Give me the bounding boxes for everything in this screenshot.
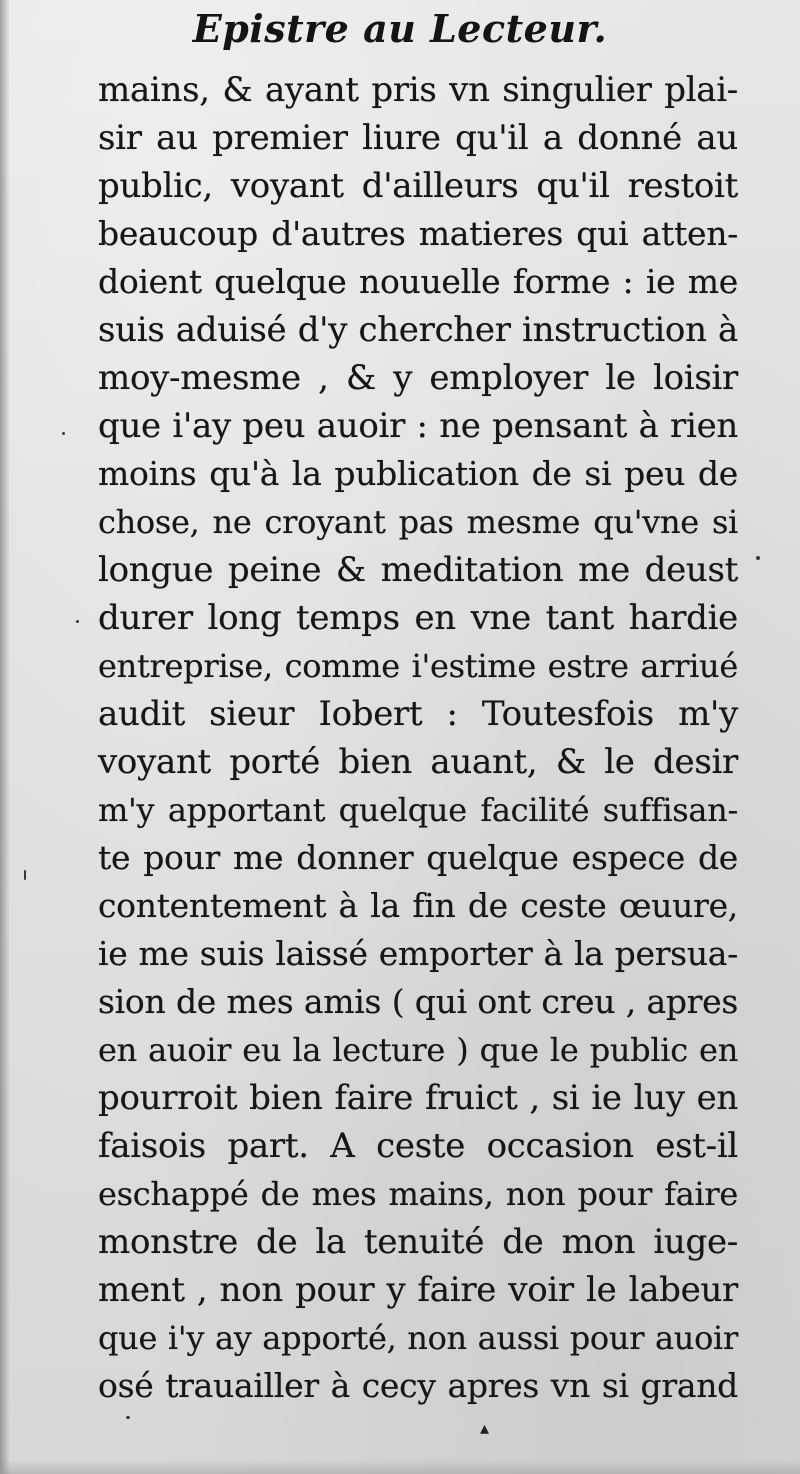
text-line: audit sieur Iobert : Toutesfois m'y <box>98 694 738 734</box>
text-line: sion de mes amis ( qui ont creu , apres <box>98 982 738 1021</box>
signature-mark: ▴ <box>480 1418 490 1439</box>
text-line: pourroit bien faire fruict , si ie luy en <box>98 1078 738 1118</box>
text-line: te pour me donner quelque espece de <box>98 838 738 877</box>
body-text <box>98 66 738 1410</box>
text-line: que i'y ay apporté, non aussi pour auoir <box>98 1319 738 1357</box>
ink-speck <box>756 556 760 560</box>
ink-speck <box>24 870 26 880</box>
text-line: longue peine & meditation me deust <box>98 550 738 590</box>
ink-speck <box>76 620 79 623</box>
text-line: eschappé de mes mains, non pour faire <box>98 1175 738 1213</box>
text-line: durer long temps en vne tant hardie <box>98 598 738 638</box>
text-line: mains, & ayant pris vn singulier plai- <box>98 70 738 110</box>
text-line: suis aduisé d'y chercher instruction à <box>98 310 738 350</box>
text-line: m'y apportant quelque facilité suffisan- <box>98 791 738 829</box>
text-line: moy-mesme , & y employer le loisir <box>98 358 738 398</box>
text-line: ie me suis laissé emporter à la persua- <box>98 934 738 973</box>
text-line: faisois part. A ceste occasion est-il <box>98 1126 738 1166</box>
running-head: Epistre au Lecteur. <box>192 6 608 51</box>
text-line: public, voyant d'ailleurs qu'il restoit <box>98 166 738 206</box>
text-line: monstre de la tenuité de mon iuge- <box>98 1222 738 1262</box>
ink-speck <box>62 432 65 435</box>
page-bottom-edge <box>0 1460 800 1474</box>
text-line: beaucoup d'autres matieres qui atten- <box>98 214 738 253</box>
text-line: chose, ne croyant pas mesme qu'vne si <box>98 503 738 541</box>
text-line: voyant porté bien auant, & le desir <box>98 742 738 782</box>
text-line: moins qu'à la publication de si peu de <box>98 454 738 493</box>
text-line: sir au premier liure qu'il a donné au <box>98 118 738 158</box>
text-line: entreprise, comme i'estime estre arriué <box>98 647 738 685</box>
text-line: que i'ay peu auoir : ne pensant à rien <box>98 406 738 446</box>
text-line: en auoir eu la lecture ) que le public en <box>98 1031 738 1069</box>
text-line: contentement à la fin de ceste œuure, <box>98 886 738 925</box>
page-gutter-shadow <box>0 0 10 1474</box>
text-line: doient quelque nouuelle forme : ie me <box>98 262 738 301</box>
text-line: osé trauailler à cecy apres vn si grand <box>98 1366 738 1405</box>
text-line: ment , non pour y faire voir le labeur <box>98 1270 738 1310</box>
ink-speck <box>126 1416 130 1419</box>
